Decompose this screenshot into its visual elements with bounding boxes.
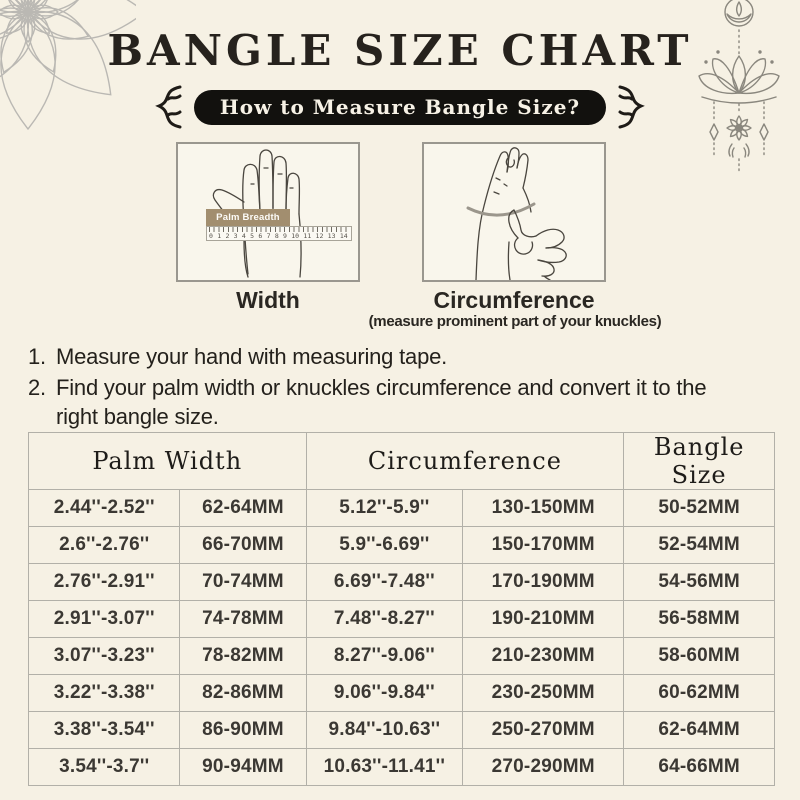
- table-row: [29, 638, 775, 675]
- flourish-right-icon: [616, 84, 646, 130]
- cell-palm-mm: 74-78MM: [180, 601, 306, 638]
- cell-palm-mm: 62-64MM: [180, 490, 306, 527]
- cell-circ-in: 7.48''-8.27'': [306, 601, 463, 638]
- cell-bangle-size: 50-52MM: [624, 490, 775, 527]
- table-row: [29, 601, 775, 638]
- table-row: [29, 675, 775, 712]
- instruction-text: Measure your hand with measuring tape.: [56, 344, 448, 369]
- bangle-size-table: [28, 432, 775, 786]
- circumference-caption: Circumference: [433, 287, 595, 313]
- circumference-note: (measure prominent part of your knuckles): [368, 313, 662, 330]
- instruction-step-1: [28, 342, 752, 371]
- cell-circ-in: 10.63''-11.41'': [306, 749, 463, 786]
- cell-circ-mm: 150-170MM: [463, 527, 624, 564]
- table-row: [29, 564, 775, 601]
- circumference-figure: [422, 142, 606, 282]
- header-circumference: Circumference: [306, 433, 624, 490]
- cell-palm-in: 3.07''-3.23'': [29, 638, 180, 675]
- cell-circ-mm: 190-210MM: [463, 601, 624, 638]
- cell-palm-in: 3.54''-3.7'': [29, 749, 180, 786]
- cell-bangle-size: 56-58MM: [624, 601, 775, 638]
- header-palm-width: Palm Width: [29, 433, 307, 490]
- cell-palm-mm: 78-82MM: [180, 638, 306, 675]
- table-row: [29, 712, 775, 749]
- page-title: BANGLE SIZE CHART: [107, 26, 693, 75]
- cell-bangle-size: 60-62MM: [624, 675, 775, 712]
- instruction-text: Find your palm width or knuckles circumference and convert it to the right bangle size.: [56, 375, 707, 429]
- cell-circ-mm: 270-290MM: [463, 749, 624, 786]
- cell-bangle-size: 58-60MM: [624, 638, 775, 675]
- cell-palm-mm: 70-74MM: [180, 564, 306, 601]
- knuckle-measure-hands-icon: [424, 144, 604, 280]
- cell-bangle-size: 54-56MM: [624, 564, 775, 601]
- instruction-number: 1.: [28, 344, 46, 369]
- cell-palm-in: 2.6''-2.76'': [29, 527, 180, 564]
- how-to-measure-badge: How to Measure Bangle Size?: [194, 90, 606, 125]
- instruction-step-2: [28, 373, 752, 431]
- cell-palm-in: 2.91''-3.07'': [29, 601, 180, 638]
- cell-palm-mm: 82-86MM: [180, 675, 306, 712]
- table-row: [29, 490, 775, 527]
- cell-bangle-size: 64-66MM: [624, 749, 775, 786]
- width-figure: [176, 142, 360, 282]
- instruction-number: 2.: [28, 375, 46, 400]
- header-bangle-size: Bangle Size: [624, 433, 775, 490]
- cell-palm-mm: 66-70MM: [180, 527, 306, 564]
- table-row: [29, 527, 775, 564]
- ruler-numbers: 0 1 2 3 4 5 6 7 8 9 10 11 12 13 14: [209, 232, 348, 240]
- cell-circ-in: 9.84''-10.63'': [306, 712, 463, 749]
- palm-breadth-label: Palm Breadth: [206, 209, 290, 226]
- cell-palm-in: 2.76''-2.91'': [29, 564, 180, 601]
- badge-row: [0, 87, 800, 127]
- cell-circ-in: 5.9''-6.69'': [306, 527, 463, 564]
- cell-circ-in: 8.27''-9.06'': [306, 638, 463, 675]
- cell-bangle-size: 62-64MM: [624, 712, 775, 749]
- cell-palm-in: 3.22''-3.38'': [29, 675, 180, 712]
- cell-palm-in: 3.38''-3.54'': [29, 712, 180, 749]
- cell-circ-mm: 170-190MM: [463, 564, 624, 601]
- instructions: [28, 342, 752, 433]
- cell-bangle-size: 52-54MM: [624, 527, 775, 564]
- cell-circ-in: 5.12''-5.9'': [306, 490, 463, 527]
- table-row: [29, 749, 775, 786]
- cell-palm-mm: 90-94MM: [180, 749, 306, 786]
- cell-circ-mm: 230-250MM: [463, 675, 624, 712]
- cell-circ-mm: 250-270MM: [463, 712, 624, 749]
- cell-circ-in: 9.06''-9.84'': [306, 675, 463, 712]
- cell-circ-in: 6.69''-7.48'': [306, 564, 463, 601]
- width-caption: Width: [236, 287, 300, 313]
- flourish-left-icon: [154, 84, 184, 130]
- cell-palm-mm: 86-90MM: [180, 712, 306, 749]
- cell-palm-in: 2.44''-2.52'': [29, 490, 180, 527]
- table-header-row: [29, 433, 775, 490]
- cell-circ-mm: 130-150MM: [463, 490, 624, 527]
- ruler: [206, 226, 352, 241]
- cell-circ-mm: 210-230MM: [463, 638, 624, 675]
